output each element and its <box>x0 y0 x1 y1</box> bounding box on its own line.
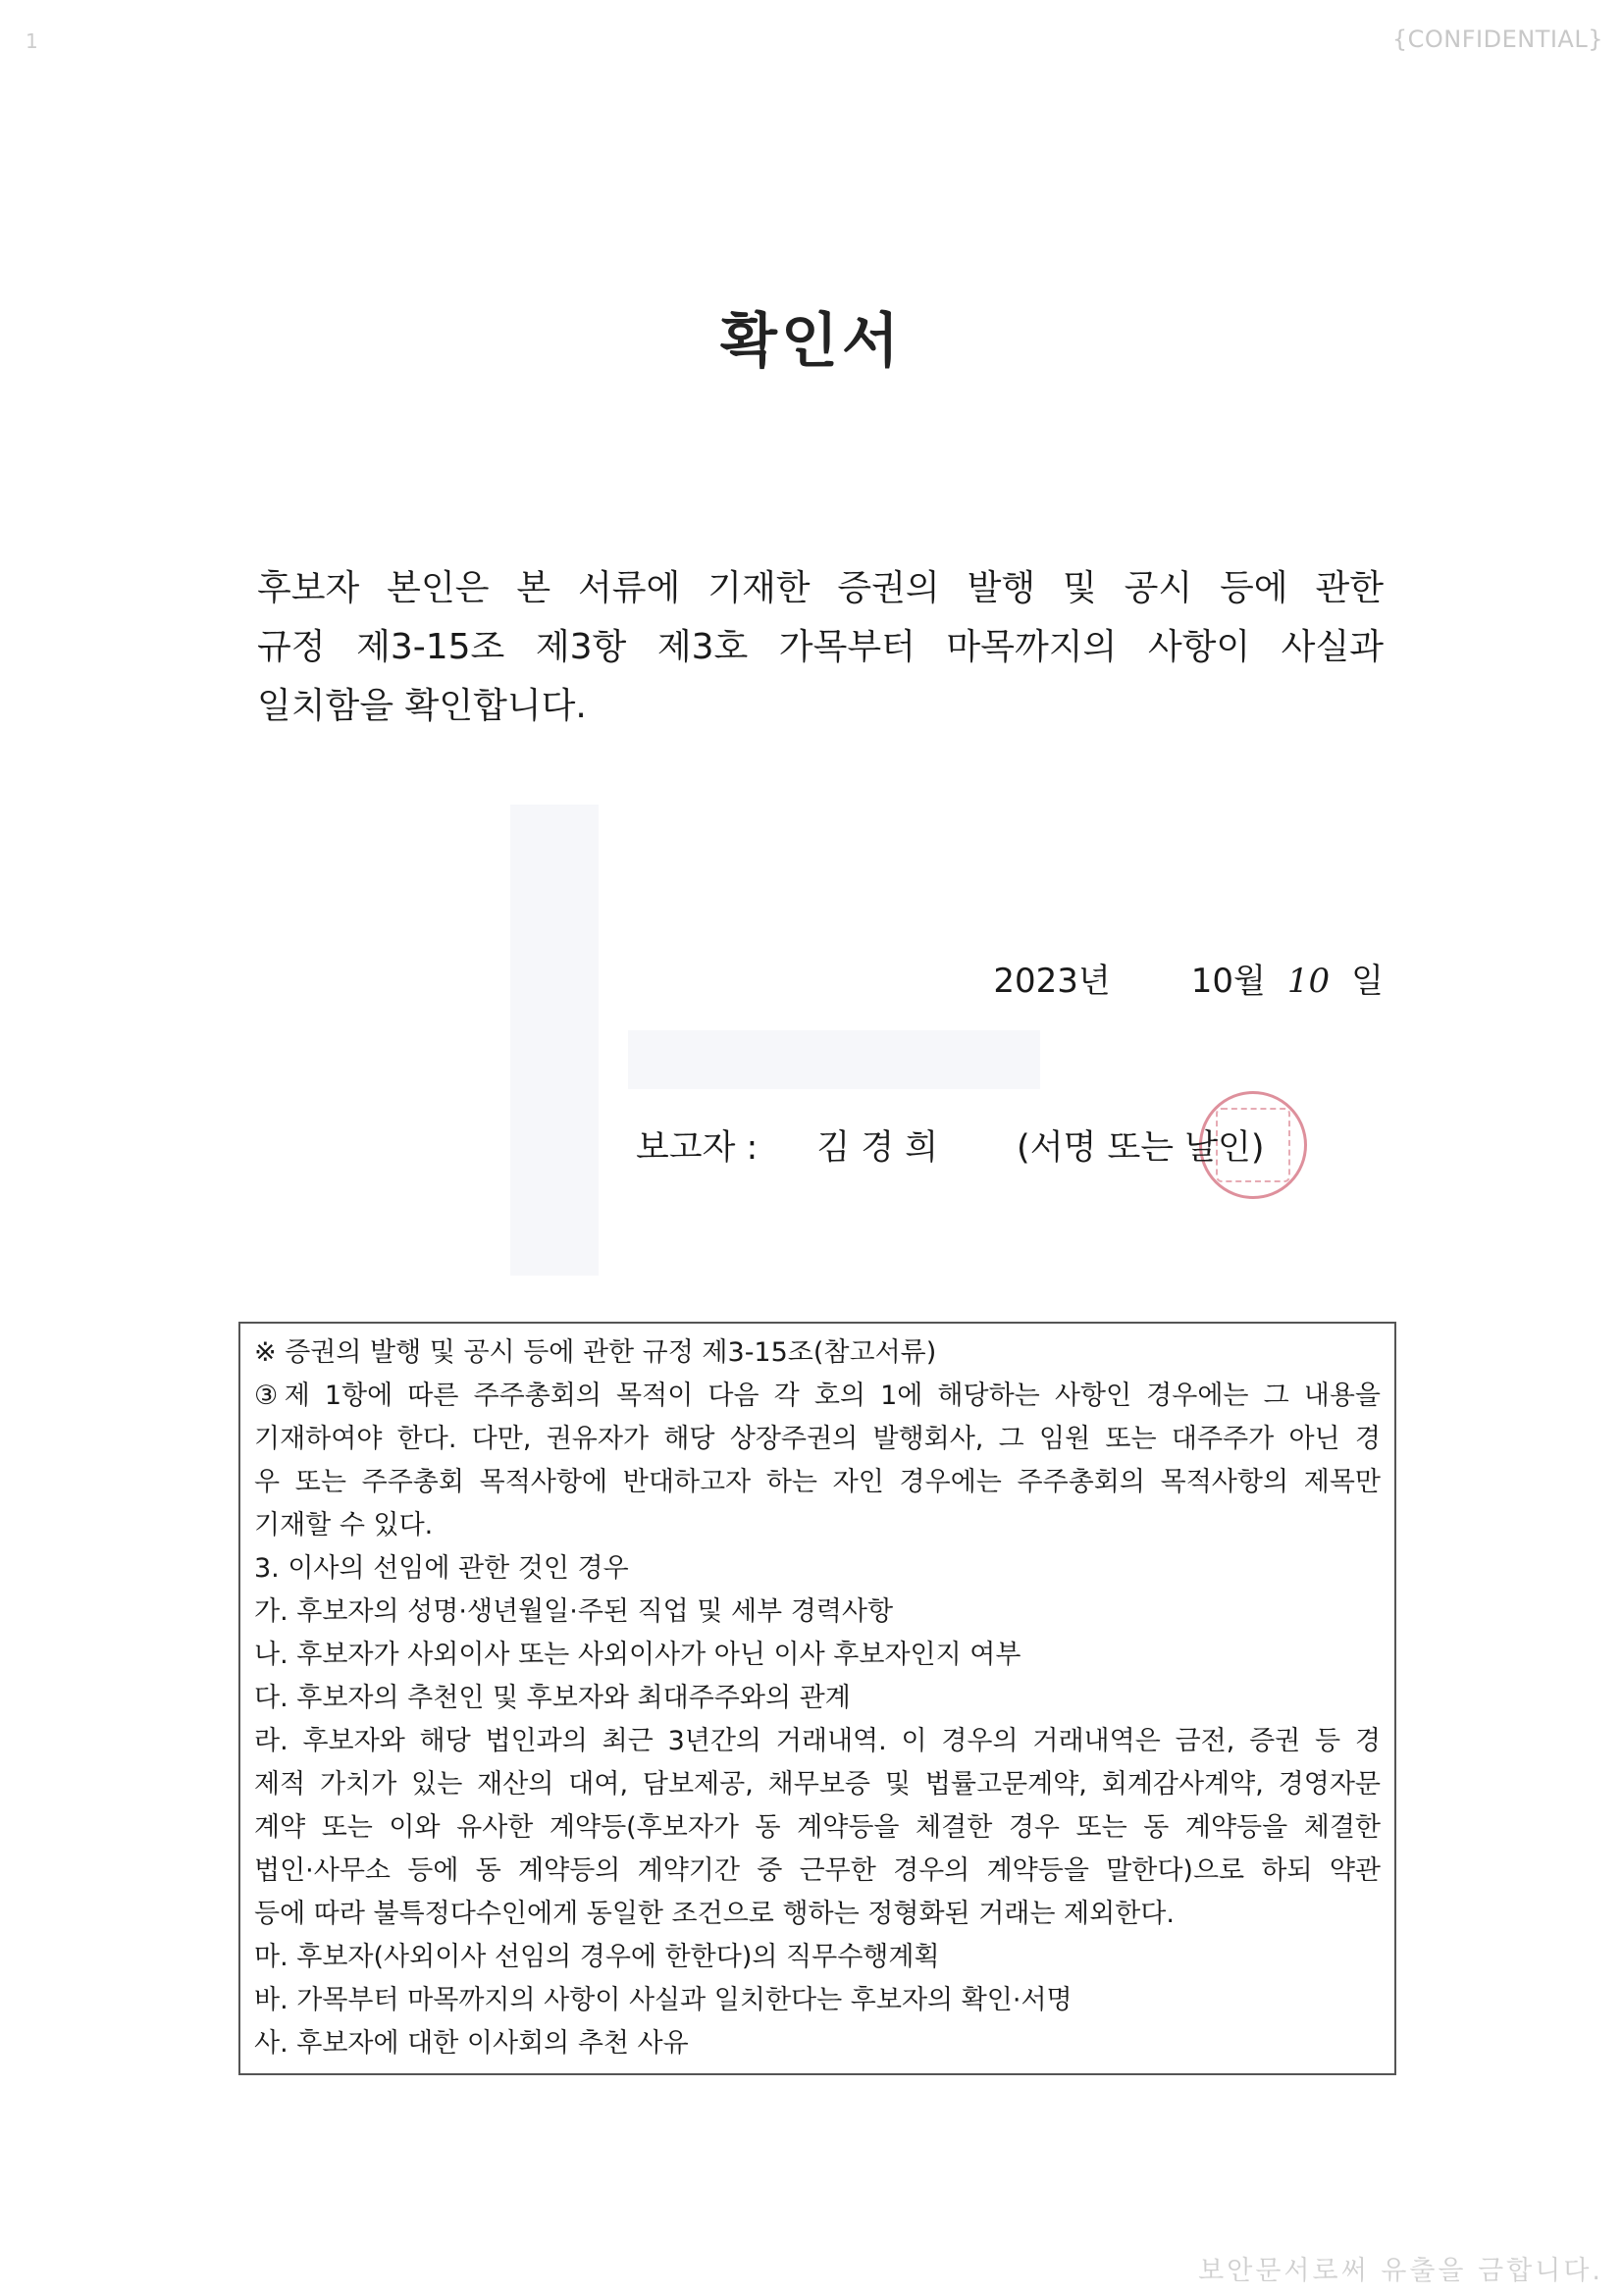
reference-line: 계약 또는 이와 유사한 계약등(후보자가 동 계약등을 체결한 경우 또는 동 계약등을 체결한 <box>254 1812 1381 1843</box>
date-line <box>993 954 1384 1002</box>
document-title: 확인서 <box>720 307 903 376</box>
reporter-name: 김 경 희 <box>816 1128 939 1168</box>
date-day-handwritten: 10 <box>1286 962 1331 1001</box>
page-number: 1 <box>26 29 38 53</box>
reference-line: 바. 가목부터 마목까지의 사항이 사실과 일치한다는 후보자의 확인·서명 <box>254 1985 1073 2015</box>
reference-line: 나. 후보자가 사외이사 또는 사외이사가 아닌 이사 후보자인지 여부 <box>254 1640 1021 1670</box>
date-day-unit: 일 <box>1351 962 1384 1001</box>
reference-line: 3. 이사의 선임에 관한 것인 경우 <box>254 1553 629 1584</box>
reference-line: ※ 증권의 발행 및 공시 등에 관한 규정 제3-15조(참고서류) <box>254 1337 937 1368</box>
date-year: 2023년 <box>993 962 1111 1001</box>
statement-line: 규정 제3-15조 제3항 제3호 가목부터 마목까지의 사항이 사실과 <box>257 627 1384 667</box>
reference-line: 사. 후보자에 대한 이사회의 추천 사유 <box>254 2028 689 2059</box>
confirmation-statement <box>257 559 1384 736</box>
reference-line: 우 또는 주주총회 목적사항에 반대하고자 하는 자인 경우에는 주주총회의 목적사항의 제목만 <box>254 1467 1381 1497</box>
reference-line: 등에 따라 불특정다수인에게 동일한 조건으로 행하는 정형화된 거래는 제외한다. <box>254 1899 1175 1929</box>
signature-note: (서명 또는 날인) <box>1017 1128 1265 1168</box>
reporter-label: 보고자 : <box>636 1128 759 1168</box>
statement-line: 일치함을 확인합니다. <box>257 686 587 726</box>
date-month: 10월 <box>1190 962 1266 1001</box>
confidential-label: {CONFIDENTIAL} <box>1391 26 1603 53</box>
security-notice: 보안문서로써 유출을 금합니다. <box>1198 2256 1603 2286</box>
watermark-shape <box>628 1030 1040 1089</box>
reference-line: 기재하여야 한다. 다만, 권유자가 해당 상장주권의 발행회사, 그 임원 또는 대주주가 아닌 경 <box>254 1424 1381 1454</box>
reference-line: 라. 후보자와 해당 법인과의 최근 3년간의 거래내역. 이 경우의 거래내역은 금전, 증권 등 경 <box>254 1726 1381 1756</box>
reference-line: 가. 후보자의 성명·생년월일·주된 직업 및 세부 경력사항 <box>254 1596 894 1627</box>
reference-line: ③제 1항에 따른 주주총회의 목적이 다음 각 호의 1에 해당하는 사항인 경우에는 그 내용을 <box>254 1381 1381 1411</box>
watermark-shape <box>510 805 599 1276</box>
statement-line: 후보자 본인은 본 서류에 기재한 증권의 발행 및 공시 등에 관한 <box>257 568 1384 608</box>
reference-line: 마. 후보자(사외이사 선임의 경우에 한한다)의 직무수행계획 <box>254 1942 940 1972</box>
reference-line: 법인·사무소 등에 동 계약등의 계약기간 중 근무한 경우의 계약등을 말한다)으로 하되 약관 <box>254 1855 1381 1886</box>
reference-line: 기재할 수 있다. <box>254 1510 434 1540</box>
reference-box <box>238 1322 1396 2075</box>
reference-line: 제적 가치가 있는 재산의 대여, 담보제공, 채무보증 및 법률고문계약, 회계감사계약, 경영자문 <box>254 1769 1381 1800</box>
reference-line: 다. 후보자의 추천인 및 후보자와 최대주주와의 관계 <box>254 1683 851 1713</box>
reporter-line <box>636 1121 1264 1170</box>
